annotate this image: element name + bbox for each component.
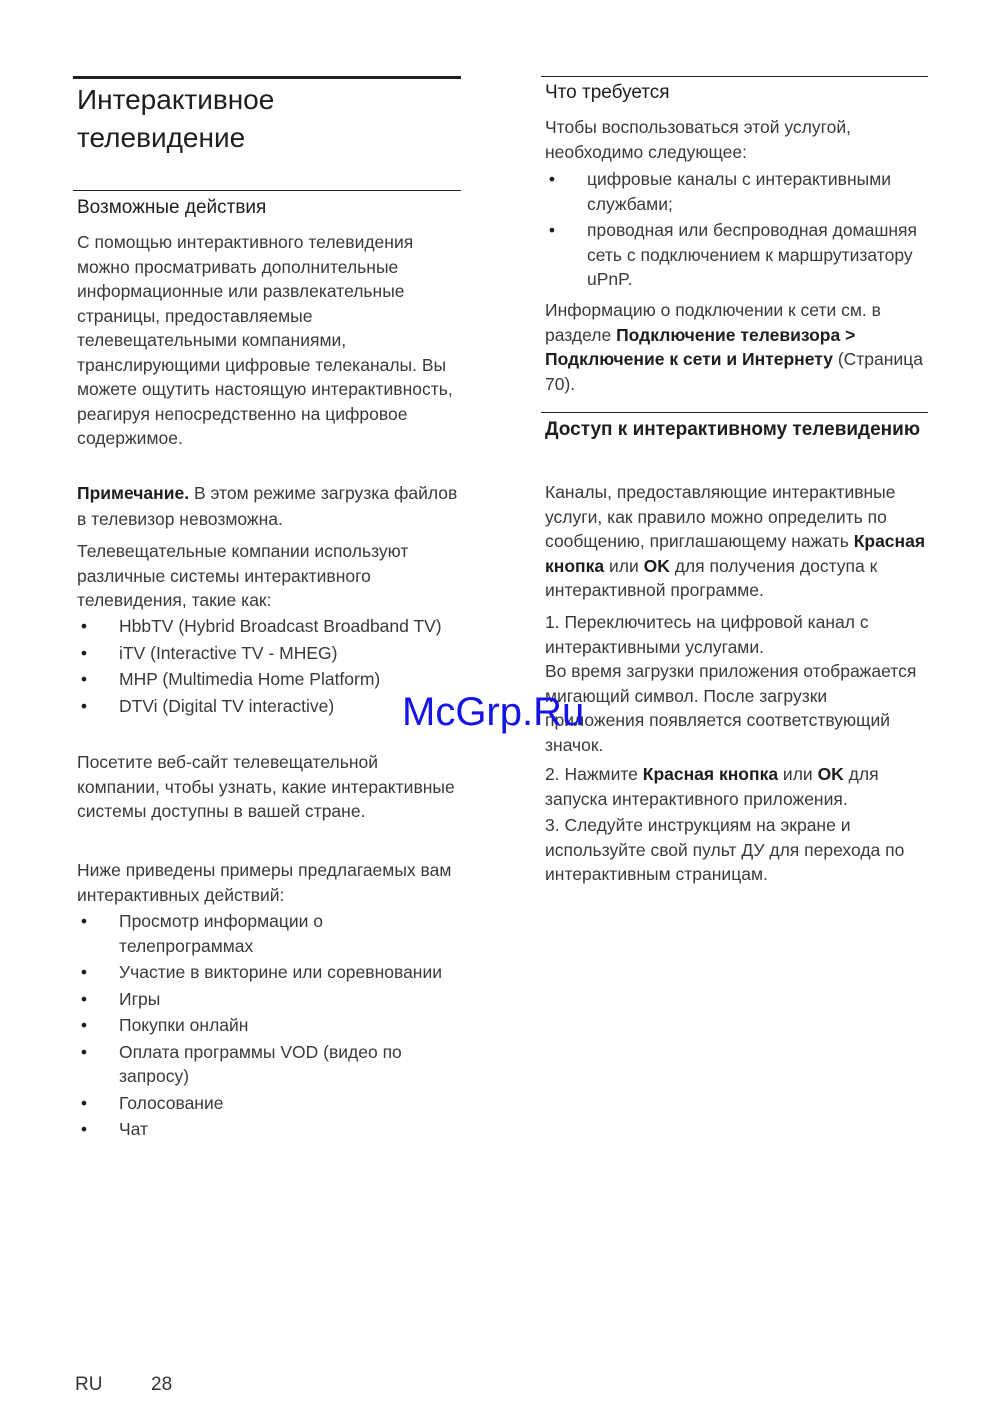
title-rule (73, 76, 461, 79)
list-item: • HbbTV (Hybrid Broadcast Broadband TV) (77, 614, 461, 639)
examples-list (77, 909, 461, 1144)
section-rule (73, 190, 461, 191)
page-title: Интерактивное телевидение (77, 84, 275, 153)
bullet-icon: • (548, 220, 556, 240)
list-item: • Покупки онлайн (77, 1013, 461, 1038)
list-item: • Игры (77, 987, 461, 1012)
systems-intro: Телевещательные компании используют различные системы интерактивного телевидения, такие как: (77, 541, 409, 610)
ok-button-label: OK (817, 764, 844, 784)
bullet-icon: • (80, 1119, 88, 1139)
list-item: • Оплата программы VOD (видео по запросу) (77, 1040, 461, 1089)
note-paragraph (77, 480, 461, 532)
bullet-icon: • (80, 695, 88, 716)
bullet-icon: • (80, 1092, 88, 1113)
bullet-icon: • (80, 1041, 88, 1062)
bullet-icon: • (80, 911, 88, 931)
requirements-heading: Что требуется (545, 82, 670, 103)
section-heading-actions: Возможные действия (77, 197, 267, 218)
watermark: McGrp.Ru (402, 690, 585, 734)
list-item: • Просмотр информации о телепрограммах (77, 909, 461, 958)
step-1-note: Во время загрузки приложения отображается мигающий символ. После загрузки приложения появляется соответствующий значок. (545, 661, 917, 755)
requirements-list (545, 167, 928, 294)
bullet-icon: • (80, 669, 88, 689)
examples-intro: Ниже приведены примеры предлагаемых вам интерактивных действий: (77, 860, 452, 905)
ok-button-label: OK (643, 555, 670, 576)
list-item: • Чат (77, 1117, 461, 1142)
note-text: В этом режиме загрузка файлов в телевизор невозможна. (77, 483, 458, 529)
footer-page-number: 28 (151, 1374, 173, 1395)
requirements-rule (541, 76, 928, 77)
list-item: • iTV (Interactive TV - MHEG) (77, 641, 461, 666)
bullet-icon: • (80, 616, 88, 636)
step-2: 2. Нажмите Красная кнопка или OK для запуска интерактивного приложения. (545, 764, 879, 809)
bullet-icon: • (80, 1015, 88, 1035)
bullet-icon: • (80, 962, 88, 982)
network-paragraph: Информацию о подключении к сети см. в разделе Подключение телевизора > Подключение к сети и Интернету (Страница 70). (545, 300, 923, 394)
access-paragraph: Каналы, предоставляющие интерактивные услуги, как правило можно определить по сообщению, приглашающему нажать Красная кнопка или OK для получения доступа к интерактивной программе. (545, 482, 926, 600)
requirements-intro: Чтобы воспользоваться этой услугой, необходимо следующее: (545, 117, 852, 162)
footer-language: RU (75, 1374, 103, 1395)
bullet-icon: • (548, 169, 556, 189)
list-item: • MHP (Multimedia Home Platform) (77, 667, 461, 692)
list-item: • Участие в викторине или соревновании (77, 960, 461, 985)
bullet-icon: • (80, 642, 88, 663)
step-3: 3. Следуйте инструкциям на экране и используйте свой пульт ДУ для перехода по интерактивным страницам. (545, 815, 905, 884)
access-heading: Доступ к интерактивному телевидению (545, 419, 921, 440)
list-item: • проводная или беспроводная домашняя сеть с подключением к маршрутизатору uPnP. (545, 218, 928, 292)
intro-paragraph: С помощью интерактивного телевидения можно просматривать дополнительные информационные или развлекательные страницы, предоставляемые телевещательными компаниями, транслирующими цифровые телеканалы. Вы можете ощутить настоящую интерактивность, реагируя непосредственно на цифровое содержимое. (77, 232, 453, 448)
red-button-label: Красная кнопка (642, 764, 779, 784)
list-item: • цифровые каналы с интерактивными службами; (545, 167, 928, 216)
network-section-link[interactable]: Подключение телевизора > Подключение к сети и Интернету (545, 324, 856, 369)
list-item: • Голосование (77, 1091, 461, 1116)
red-button-label: Красная кнопка (545, 531, 926, 576)
visit-paragraph: Посетите веб-сайт телевещательной компании, чтобы узнать, какие интерактивные системы доступны в вашей стране. (77, 752, 455, 821)
access-rule (541, 412, 928, 413)
bullet-icon: • (80, 988, 88, 1009)
step-1: 1. Переключитесь на цифровой канал с интерактивными услугами. (545, 612, 869, 657)
note-label: Примечание. (77, 483, 190, 503)
list-item: • DTVi (Digital TV interactive) (77, 694, 461, 719)
